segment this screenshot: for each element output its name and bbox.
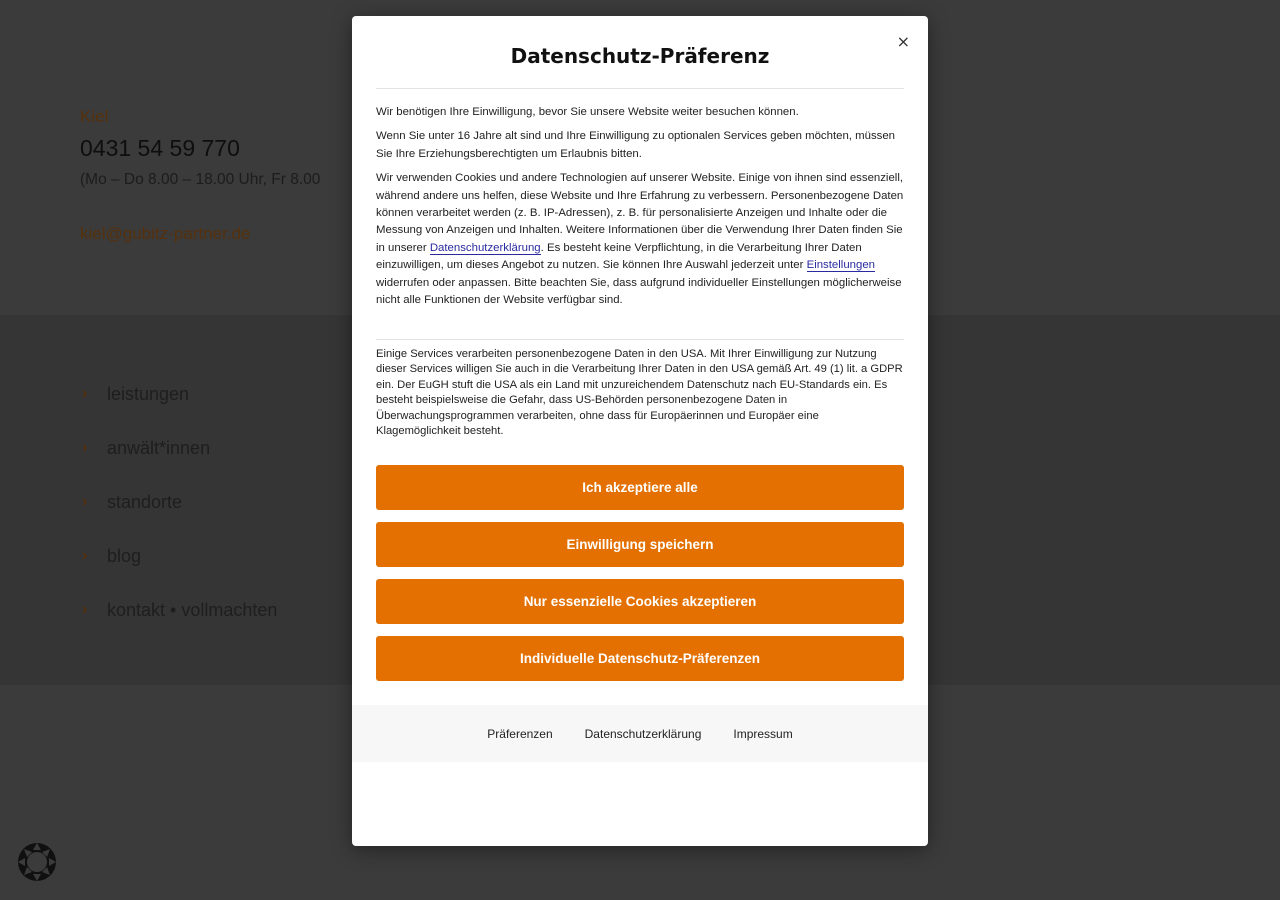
text: Wir verwenden Cookies und andere Technologien auf unserer Website. Einige von ihnen sind essenziell, während andere uns helfen, diese Website und Ihre Erfahrung zu verbessern. Personenbezogene Daten können verarbeitet werden (z. B. IP-Adressen), z. B. für personalisierte Anzeigen und Inhalte oder die Messung von Anzeigen und Inhalten. Weitere Informationen über die Verwendung Ihrer Daten finden Sie in unserer [376, 172, 904, 254]
nav-item-standorte[interactable] [82, 475, 277, 529]
nav-item-label: leistungen [107, 383, 190, 404]
dialog-title: Datenschutz-Präferenz [510, 44, 770, 68]
contact-city: Kiel [80, 107, 109, 126]
contact-phone[interactable]: 0431 54 59 770 [80, 135, 240, 161]
consent-description [376, 104, 904, 316]
footer-nav [82, 367, 277, 637]
text: . Es besteht keine Verpflichtung, in die Verarbeitung Ihrer Daten einzuwilligen, um dieses Angebot zu nutzen. Sie können Ihre Auswahl jederzeit unter [376, 241, 862, 272]
nav-item-label: standorte [107, 491, 183, 512]
nav-item-label: anwält*innen [107, 437, 211, 458]
cookie-explanation [376, 170, 904, 309]
save-consent-button[interactable]: Einwilligung speichern [376, 522, 904, 567]
settings-link[interactable]: Einstellungen [806, 259, 875, 272]
privacy-consent-dialog [352, 16, 928, 846]
text: widerrufen oder anpassen. Bitte beachten Sie, dass aufgrund individueller Einstellungen möglicherweise nicht alle Funktionen der Website verfügbar sind. [376, 276, 902, 307]
consent-intro: Wir benötigen Ihre Einwilligung, bevor Sie unsere Website weiter besuchen können. [376, 106, 799, 118]
footer-link-privacy-policy[interactable]: Datenschutzerklärung [584, 726, 702, 741]
chevron-right-icon: › [82, 547, 88, 564]
chevron-right-icon: › [82, 601, 88, 618]
age-notice: Wenn Sie unter 16 Jahre alt sind und Ihre Einwilligung zu optionalen Services geben möchten, müssen Sie Ihre Erziehungsberechtigten um Erlaubnis bitten. [376, 130, 896, 160]
privacy-policy-link[interactable]: Datenschutzerklärung [429, 241, 541, 254]
nav-item-kontakt[interactable] [82, 583, 277, 637]
usa-data-notice[interactable]: Einige Services verarbeiten personenbezogene Daten in den USA. Mit Ihrer Einwilligung zur Nutzung dieser Services willigen Sie auch in die Verarbeitung Ihrer Daten in den USA gemäß Art. 49 (1) lit. a GDPR ein. Der EuGH stuft die USA als ein Land mit unzureichendem Datenschutz nach EU-Standards ein. Es besteht beispielsweise die Gefahr, dass US-Behörden personenbezogene Daten in Überwachungsprogrammen verarbeiten, ohne dass für Europäerinnen und Europäer eine Klagemöglichkeit besteht. [376, 348, 903, 438]
privacy-badge-icon [15, 840, 59, 884]
accept-essential-button[interactable]: Nur essenzielle Cookies akzeptieren [376, 579, 904, 624]
footer-link-imprint[interactable]: Impressum [733, 726, 793, 741]
nav-item-blog[interactable] [82, 529, 277, 583]
chevron-right-icon: › [82, 493, 88, 510]
footer-link-preferences[interactable]: Präferenzen [487, 726, 553, 741]
contact-hours: (Mo – Do 8.00 – 18.00 Uhr, Fr 8.00 [80, 171, 321, 188]
nav-item-leistungen[interactable] [82, 367, 277, 421]
accept-all-button[interactable]: Ich akzeptiere alle [376, 465, 904, 510]
individual-preferences-button[interactable]: Individuelle Datenschutz-Präferenzen [376, 636, 904, 681]
chevron-right-icon: › [82, 439, 88, 456]
contact-email-link[interactable]: kiel@gubitz-partner.de [80, 224, 251, 243]
close-icon[interactable]: × [896, 32, 910, 51]
divider [376, 88, 904, 89]
chevron-right-icon: › [82, 385, 88, 402]
divider [376, 339, 904, 340]
nav-item-label: blog [107, 545, 142, 566]
nav-item-anwaelte[interactable] [82, 421, 277, 475]
dialog-footer [352, 705, 928, 762]
nav-item-label: kontakt • vollmachten [107, 599, 278, 620]
privacy-settings-button[interactable] [13, 838, 61, 886]
